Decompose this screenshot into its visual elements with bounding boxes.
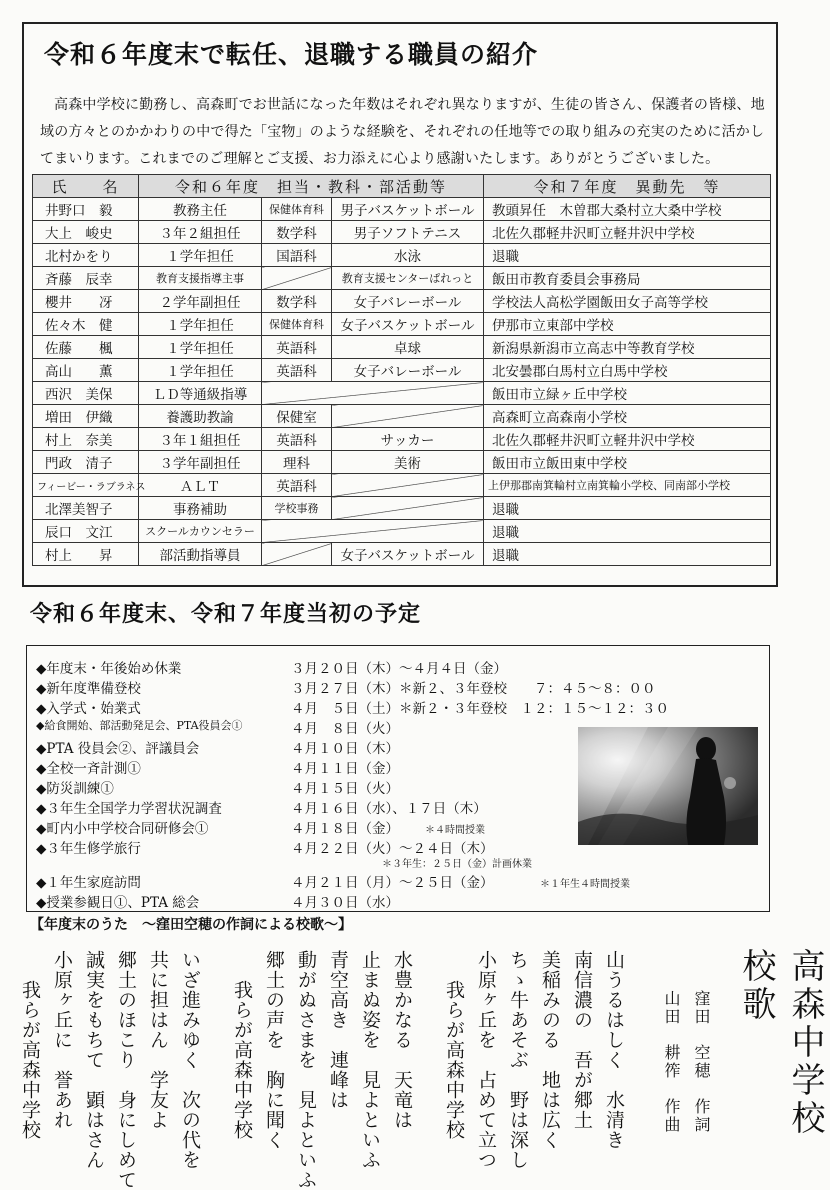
staff-subject: 英語科: [262, 359, 332, 382]
table-row: [33, 244, 771, 267]
staff-role: スクールカウンセラー: [139, 520, 262, 543]
lyric-line: 水豊かなる 天竜は: [391, 950, 413, 1130]
staff-name: 佐藤 楓: [33, 336, 139, 359]
lyric-line: 小原ヶ丘に 誉あれ: [51, 950, 73, 1130]
event-date: ４月２２日（火）～２４日（木）: [291, 841, 494, 857]
table-row: [33, 520, 771, 543]
table-row: [33, 336, 771, 359]
staff-destination: 飯田市立飯田東中学校: [484, 451, 771, 474]
event-label: ◆防災訓練①: [36, 781, 114, 797]
event-label: ◆全校一斉計測①: [36, 761, 141, 777]
staff-role: １学年担任: [139, 313, 262, 336]
header-name: 氏 名: [33, 175, 139, 198]
staff-role: １学年担任: [139, 244, 262, 267]
staff-subject: 国語科: [262, 244, 332, 267]
event-label: ◆３年生修学旅行: [36, 841, 141, 857]
staff-role: 部活動指導員: [139, 543, 262, 566]
table-row: [33, 290, 771, 313]
staff-club: 水泳: [332, 244, 484, 267]
event-label: ◆給食開始、部活動発足会、PTA役員会①: [36, 719, 243, 732]
staff-destination: 退職: [484, 244, 771, 267]
staff-destination: 伊那市立東部中学校: [484, 313, 771, 336]
lyric-line: ちゝ牛あそぶ 野は深し: [507, 950, 529, 1170]
staff-name: 大上 峻史: [33, 221, 139, 244]
empty-cell: [262, 267, 332, 290]
staff-name: 村上 奈美: [33, 428, 139, 451]
transfer-intro-text: 高森中学校に勤務し、高森町でお世話になった年数はそれぞれ異なりますが、生徒の皆さん、保護者の皆様、地域の方々とのかかわりの中で得た「宝物」のような経験を、それぞれの任地等での取り組みの充実のために活かしてまいります。これまでのご理解とご支援、お力添えに心より感謝いたします。ありがとうございました。: [40, 97, 765, 167]
table-row: [33, 451, 771, 474]
empty-cell: [332, 474, 484, 497]
staff-name: 北村かをり: [33, 244, 139, 267]
staff-destination: 上伊那郡南箕輪村立南箕輪小学校、同南部小学校: [484, 474, 771, 497]
staff-subject: 保健体育科: [262, 313, 332, 336]
staff-club: 美術: [332, 451, 484, 474]
lyric-line: 小原ヶ丘を 占めて立つ: [475, 950, 497, 1170]
staff-name: 北澤美智子: [33, 497, 139, 520]
event-date: ４月２１日（月）～２５日（金）: [291, 875, 494, 891]
table-row: [33, 428, 771, 451]
lyric-line: 動がぬさまを 見よといふ: [295, 950, 317, 1190]
staff-destination: 高森町立高森南小学校: [484, 405, 771, 428]
event-label: ◆PTA 役員会②、評議員会: [36, 741, 200, 757]
event-date: ４月 ５日（土）＊新２・３年登校 １２：１５～１２：３０: [291, 701, 669, 717]
table-row: [33, 474, 771, 497]
table-row: [33, 359, 771, 382]
lyric-line: 我らが高森中学校: [19, 980, 41, 1140]
staff-subject: 学校事務: [262, 497, 332, 520]
staff-club: 女子バレーボール: [332, 290, 484, 313]
staff-destination: 新潟県新潟市立高志中等教育学校: [484, 336, 771, 359]
staff-club: 女子バレーボール: [332, 359, 484, 382]
event-label: ◆入学式・始業式: [36, 701, 141, 717]
table-row: [33, 382, 771, 405]
staff-destination: 教頭昇任 木曽郡大桑村立大桑中学校: [484, 198, 771, 221]
silhouette-figure-icon: [578, 727, 758, 845]
empty-cell: [262, 382, 484, 405]
song-composer: 山田 耕筰 作曲: [662, 990, 681, 1134]
table-row: [33, 405, 771, 428]
staff-destination: 退職: [484, 520, 771, 543]
staff-subject: 理科: [262, 451, 332, 474]
staff-name: 高山 薫: [33, 359, 139, 382]
event-date: ４月１６日（水）、１７日（木）: [291, 801, 487, 817]
header-destination: 令和７年度 異動先 等: [484, 175, 771, 198]
table-row: [33, 198, 771, 221]
staff-name: 増田 伊織: [33, 405, 139, 428]
event-label: ◆授業参観日①、PTA 総会: [36, 895, 200, 911]
lyric-line: いざ進みゆく 次の代を: [179, 950, 201, 1170]
empty-cell: [332, 405, 484, 428]
empty-cell: [262, 520, 484, 543]
event-date: ４月１１日（金）: [291, 761, 399, 777]
staff-table: [32, 174, 771, 566]
staff-subject: 英語科: [262, 428, 332, 451]
staff-role: ３年２組担任: [139, 221, 262, 244]
song-title: 高森中学校校歌: [736, 948, 825, 1138]
staff-role: ２学年副担任: [139, 290, 262, 313]
event-date: ４月１０日（木）: [291, 741, 399, 757]
staff-subject: 英語科: [262, 336, 332, 359]
staff-role: １学年担任: [139, 336, 262, 359]
header-assignment: 令和６年度 担当・教科・部活動等: [139, 175, 484, 198]
silhouette-photo: [578, 727, 758, 845]
table-row: [33, 497, 771, 520]
lyric-line: 美稲みのる 地は広く: [539, 950, 561, 1150]
staff-destination: 北安曇郡白馬村立白馬中学校: [484, 359, 771, 382]
staff-club: 男子バスケットボール: [332, 198, 484, 221]
staff-role: 教務主任: [139, 198, 262, 221]
staff-club: サッカー: [332, 428, 484, 451]
staff-role: ３年１組担任: [139, 428, 262, 451]
staff-club: 卓球: [332, 336, 484, 359]
staff-name: 井野口 毅: [33, 198, 139, 221]
event-label: ◆年度末・年後始め休業: [36, 661, 182, 677]
note-4hours: ＊４時間授業: [425, 825, 485, 836]
staff-role: ＡＬＴ: [139, 474, 262, 497]
staff-name: 辰口 文江: [33, 520, 139, 543]
staff-club: 女子バスケットボール: [332, 543, 484, 566]
staff-name: 佐々木 健: [33, 313, 139, 336]
staff-name: フィービー・ラブラネス: [33, 474, 139, 497]
staff-role: ３学年副担任: [139, 451, 262, 474]
staff-role: 養護助教諭: [139, 405, 262, 428]
event-label: ◆新年度準備登校: [36, 681, 141, 697]
song-lyricist: 窪田 空穂 作詞: [692, 990, 711, 1134]
event-date: ４月３０日（水）: [291, 895, 399, 911]
table-row: [33, 221, 771, 244]
staff-subject: 保健体育科: [262, 198, 332, 221]
staff-subject: 保健室: [262, 405, 332, 428]
staff-role: 事務補助: [139, 497, 262, 520]
staff-table-header: [33, 175, 771, 198]
staff-role: ＬＤ等通級指導: [139, 382, 262, 405]
staff-club: 女子バスケットボール: [332, 313, 484, 336]
event-date: ４月 ８日（火）: [291, 721, 399, 737]
staff-club: 男子ソフトテニス: [332, 221, 484, 244]
staff-destination: 退職: [484, 497, 771, 520]
staff-name: 櫻井 冴: [33, 290, 139, 313]
lyric-line: 我らが高森中学校: [443, 980, 465, 1140]
lyric-line: 郷土のほこり 身にしめて: [115, 950, 137, 1190]
lyric-line: 南信濃の 吾が郷土: [571, 950, 593, 1130]
table-row: [33, 267, 771, 290]
empty-cell: [262, 543, 332, 566]
staff-name: 西沢 美保: [33, 382, 139, 405]
event-date: ３月２０日（木）～４月４日（金）: [291, 661, 507, 677]
event-date: ４月１５日（火）: [291, 781, 399, 797]
staff-subject: 英語科: [262, 474, 332, 497]
note-3grade: ＊３年生：２５日（金）計画休業: [382, 859, 532, 870]
staff-subject: 数学科: [262, 221, 332, 244]
lyric-line: 山うるはしく 水清き: [603, 950, 625, 1150]
staff-destination: 退職: [484, 543, 771, 566]
lyric-line: 止まぬ姿を 見よといふ: [359, 950, 381, 1170]
table-row: [33, 313, 771, 336]
event-label: ◆３年生全国学力学習状況調査: [36, 801, 222, 817]
staff-destination: 飯田市立緑ヶ丘中学校: [484, 382, 771, 405]
note-1grade: ＊１年生４時間授業: [540, 879, 630, 890]
event-date: ４月１８日（金）: [291, 821, 399, 837]
staff-destination: 学校法人高松学園飯田女子高等学校: [484, 290, 771, 313]
staff-name: 門政 清子: [33, 451, 139, 474]
event-date: ３月２７日（木）＊新２、３年登校 ７：４５～８：００: [291, 681, 656, 697]
schedule-section-title: 令和６年度末、令和７年度当初の予定: [30, 602, 422, 627]
staff-club: 教育支援センターぱれっと: [332, 267, 484, 290]
song-section-header: 【年度末のうた ～窪田空穂の作詞による校歌～】: [30, 917, 352, 933]
transfer-section-title: 令和６年度末で転任、退職する職員の紹介: [44, 40, 539, 69]
table-row: [33, 543, 771, 566]
staff-destination: 飯田市教育委員会事務局: [484, 267, 771, 290]
lyric-line: 郷土の声を 胸に聞く: [263, 950, 285, 1150]
lyric-line: 青空高き 連峰は: [327, 950, 349, 1110]
staff-name: 村上 昇: [33, 543, 139, 566]
staff-role: 教育支援指導主事: [139, 267, 262, 290]
staff-destination: 北佐久郡軽井沢町立軽井沢中学校: [484, 221, 771, 244]
event-label: ◆１年生家庭訪問: [36, 875, 141, 891]
staff-subject: 数学科: [262, 290, 332, 313]
event-label: ◆町内小中学校合同研修会①: [36, 821, 209, 837]
lyric-line: 誠実をもちて 顕はさん: [83, 950, 105, 1170]
empty-cell: [332, 497, 484, 520]
lyric-line: 共に担はん 学友よ: [147, 950, 169, 1130]
staff-name: 斉藤 辰幸: [33, 267, 139, 290]
lyric-line: 我らが高森中学校: [231, 980, 253, 1140]
staff-destination: 北佐久郡軽井沢町立軽井沢中学校: [484, 428, 771, 451]
staff-role: １学年担任: [139, 359, 262, 382]
